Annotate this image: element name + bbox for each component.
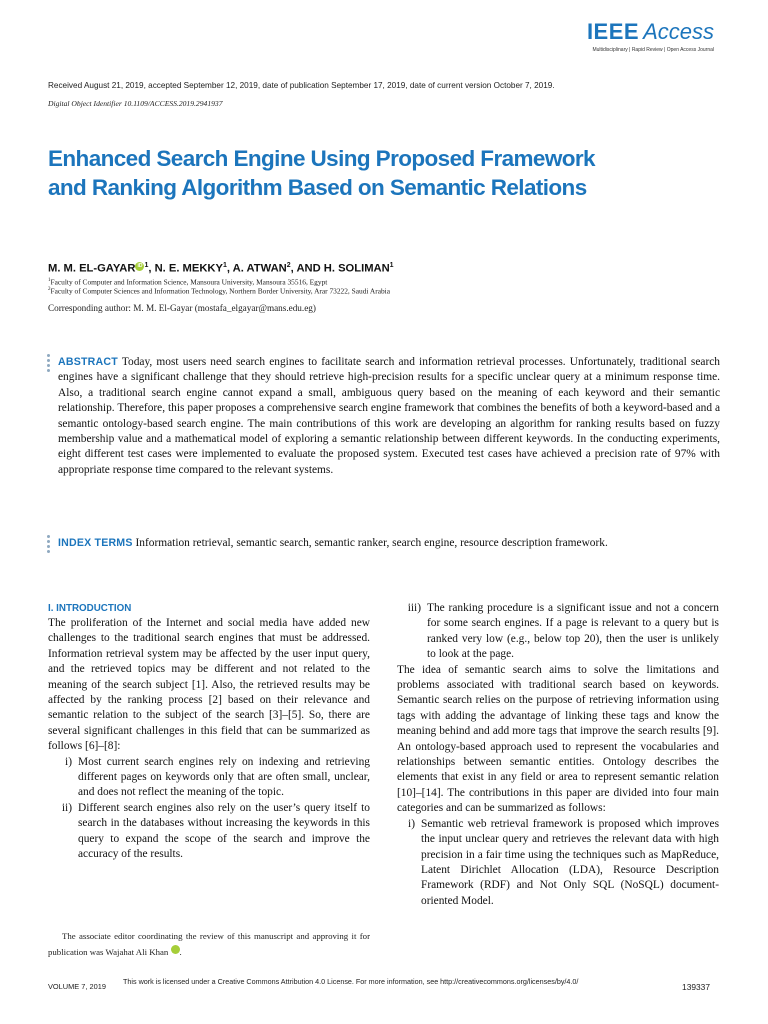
left-column: [48, 601, 370, 863]
author-affil-sup: 1: [222, 262, 227, 269]
corresponding-author: Corresponding author: M. M. El-Gayar (mostafa_elgayar@mans.edu.eg): [48, 303, 316, 313]
list-item-number: ii): [61, 801, 72, 814]
author-name: , A. ATWAN: [226, 262, 287, 275]
abstract-text: Today, most users need search engines to facilitate search and information retrieval processes. Unfortunately, traditional search engines have a significant challenge that they should retrieve high-precision results for a specific unclear query at a minimum response time. Also, a traditional search engine cannot expand a small, ambiguous query based on the meaning of each keyword and their semantic relationship. Therefore, this paper proposes a comprehensive search engine framework that combines the benefits of both a keyword-based and a semantic ontology-based search engine. The main contributions of this work are developing an algorithm for ranking results based on fuzzy membership value and a mathematical model of exploring a semantic relationship between different keywords. In the conducting experiments, eight different test cases were implemented to evaluate the proposed system. Executed test cases have achieved a precision rate of 97% with appropriate response time compared to the relevant systems.: [58, 356, 720, 476]
list-item: [48, 801, 370, 863]
author-list: [48, 258, 394, 277]
license-notice: This work is licensed under a Creative Commons Attribution 4.0 License. For more information, see http://creativecommons.org/licenses/by/4.0/: [123, 977, 579, 986]
page-number: 139337: [682, 982, 710, 992]
intro-paragraph: The idea of semantic search aims to solve the limitations and problems associated with traditional search based on keywords. Semantic search relies on the purpose of retrieving information using tags with adding the advantage of linking these tags and know the meaning behind and add more tags that improve the search results [9]. An ontology-based approach used to represent the vocabularies and relationships between semantic entities. Ontology describes the elements that exist in any field or area to represent semantic relation [10]–[14]. The contributions in this paper are divided into four main categories and can be summarized as follows:: [397, 663, 719, 815]
logo-wordmark: [587, 20, 714, 44]
author-name: , N. E. MEKKY: [148, 262, 223, 275]
list-item: [397, 817, 719, 909]
list-item-text: Most current search engines rely on indexing and retrieving different pages on keywords only that are often small, unclear, and does not reflect the meaning of the topic.: [78, 755, 370, 799]
list-item-text: Semantic web retrieval framework is proposed which improves the input unclear query and retrieves the relevant data with high precision in a fair time using the techniques such as MapReduce, Latent Dirichlet Allocation (LDA), Resource Description Framework (RDF) and Not Only SQL (NoSQL) document-oriented Model.: [421, 817, 719, 907]
volume-label: VOLUME 7, 2019: [48, 982, 106, 991]
editor-footnote: [48, 928, 370, 960]
affiliation-text: Faculty of Computer and Information Science, Mansoura University, Mansoura 35516, Egypt: [50, 277, 328, 287]
list-item-text: Different search engines also rely on the user’s query itself to search in the databases without increasing the keywords in this query to expand the scope of the search and improve the accuracy of the results.: [78, 801, 370, 861]
author-name: , AND H. SOLIMAN: [290, 262, 390, 275]
list-item-text: The ranking procedure is a significant issue and not a concern for some search engines. If a page is relevant to a query but is ranked very low (e.g., below top 20), then the user is unlikely to look at the page.: [427, 602, 719, 661]
affiliation-number: 2: [48, 287, 51, 292]
logo-tagline: Multidisciplinary | Rapid Review | Open Access Journal: [592, 47, 714, 53]
affiliation-text: Faculty of Computer Sciences and Information Technology, Northern Border University, Arar 73222, Saudi Arabia: [50, 286, 391, 296]
abstract-label: ABSTRACT: [58, 356, 118, 368]
affiliation-number: 1: [48, 278, 51, 283]
author-affil-sup: 1: [144, 262, 149, 269]
logo-access: Access: [643, 19, 714, 44]
orcid-icon[interactable]: iD: [137, 262, 143, 269]
doi: Digital Object Identifier 10.1109/ACCESS.2019.2941937: [48, 99, 223, 108]
list-item-number: i): [65, 755, 72, 768]
orcid-icon[interactable]: iD: [171, 945, 180, 954]
logo-ieee: IEEE: [586, 19, 640, 44]
right-column: [397, 601, 719, 909]
footnote-end: .: [179, 947, 182, 957]
index-terms: [58, 536, 720, 551]
section-heading: I. INTRODUCTION: [48, 603, 132, 614]
author-affil-sup: 1: [389, 262, 394, 269]
paper-title: Enhanced Search Engine Using Proposed Framework and Ranking Algorithm Based on Semantic Relations: [48, 146, 595, 200]
journal-logo: [587, 20, 714, 54]
list-item: [48, 755, 370, 801]
footnote-text: The associate editor coordinating the review of this manuscript and approving it for publication was Wajahat Ali Khan: [48, 931, 370, 957]
index-terms-label: INDEX TERMS: [58, 537, 133, 549]
author-affil-sup: 2: [286, 262, 291, 269]
contribution-list: [397, 817, 719, 909]
section-dots-icon: [47, 354, 51, 374]
index-terms-text: Information retrieval, semantic search, semantic ranker, search engine, resource description framework.: [135, 537, 608, 549]
section-dots-icon: [47, 535, 51, 555]
list-item: [397, 601, 719, 663]
list-item-number: iii): [407, 602, 421, 614]
received-dates: Received August 21, 2019, accepted September 12, 2019, date of publication September 17, 2019, date of current version October 7, 2019.: [48, 81, 555, 90]
list-item-number: i): [408, 817, 415, 830]
challenge-list: [48, 755, 370, 863]
affiliation: [48, 285, 390, 296]
intro-paragraph: The proliferation of the Internet and social media have added new challenges to the traditional search engines that must be addressed. Information retrieval system may be affected by the user input query, and the retrieved topics may be different and not related to the meaning of the search subject [1]. Also, the retrieved results may be affected by the ranking process [2] based on their relevance and semantic relation to the subject of the search [3]–[5]. So, there are several significant challenges in this field that can be summarized as follows [6]–[8]:: [48, 617, 370, 753]
author-name: M. M. EL-GAYAR: [48, 262, 136, 275]
abstract: [58, 355, 720, 478]
